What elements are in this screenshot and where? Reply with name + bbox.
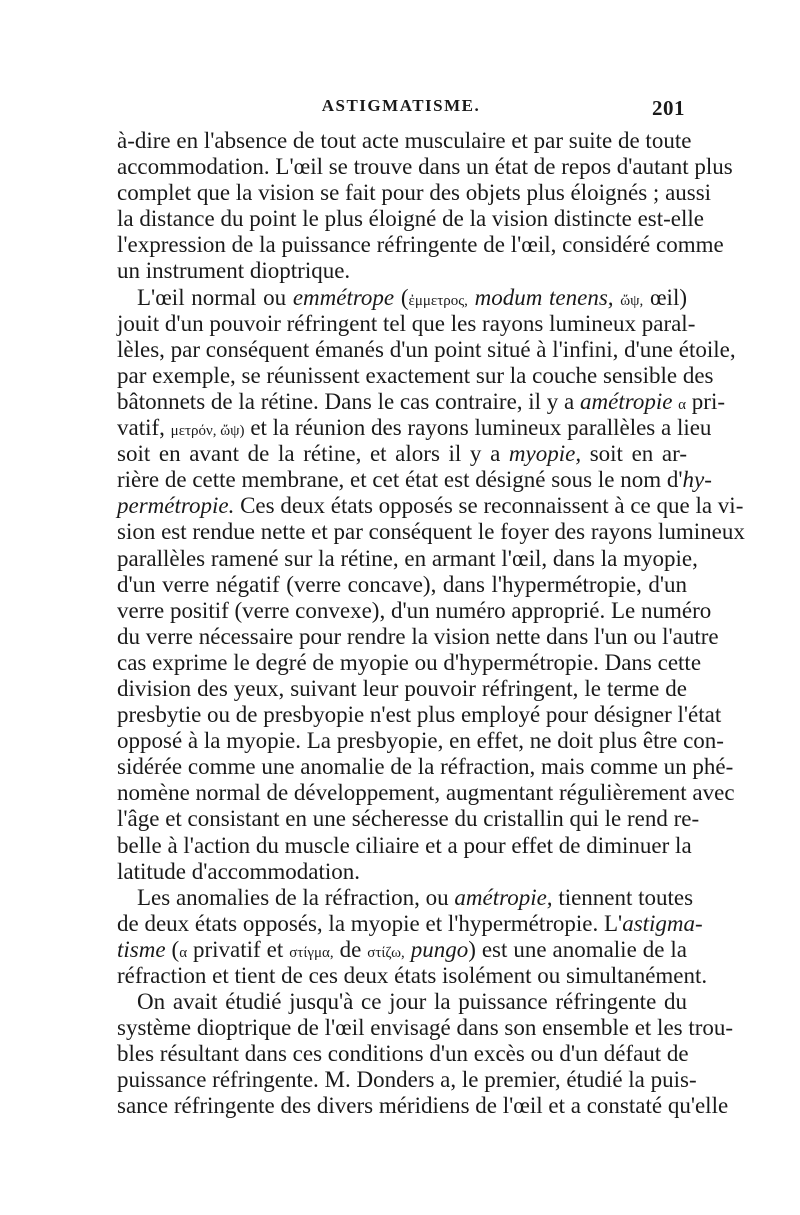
text-line: L'œil normal ou emmétrope (ἐμμετρος, modum tenens, ὤψ, œil) xyxy=(137,284,687,310)
text-line: rière de cette membrane, et cet état est désigné sous le nom d'hy- xyxy=(117,467,712,493)
text-line: sidérée comme une anomalie de la réfraction, mais comme un phé- xyxy=(117,754,734,780)
text-line: Les anomalies de la réfraction, ou amétropie, tiennent toutes xyxy=(137,884,694,910)
text-line: réfraction et tient de ces deux états isolément ou simultanément. xyxy=(117,963,708,988)
text-line: bâtonnets de la rétine. Dans le cas contraire, il y a amétropie α pri- xyxy=(117,388,725,414)
text-line: sance réfringente des divers méridiens de l'œil et a constaté qu'elle xyxy=(117,1093,729,1119)
body-text xyxy=(117,128,745,1120)
text-line: la distance du point le plus éloigné de la vision distincte est-elle xyxy=(117,206,704,232)
text-line: presbytie ou de presbyopie n'est plus employé pour désigner l'état xyxy=(117,702,722,728)
text-line: par exemple, se réunissent exactement sur la couche sensible des xyxy=(117,362,714,388)
text-line: de deux états opposés, la myopie et l'hypermétropie. L'astigma- xyxy=(117,910,703,936)
text-line: opposé à la myopie. La presbyopie, en effet, ne doit plus être con- xyxy=(117,728,724,754)
page-number: 201 xyxy=(652,96,685,120)
text-line: nomène normal de développement, augmentant régulièrement avec xyxy=(117,780,735,806)
running-head: ASTIGMATISME. xyxy=(321,96,481,115)
text-line: d'un verre négatif (verre concave), dans l'hypermétropie, d'un xyxy=(117,571,687,597)
text-line: verre positif (verre convexe), d'un numéro approprié. Le numéro xyxy=(117,597,712,623)
text-line: puissance réfringente. M. Donders a, le premier, étudié la puis- xyxy=(117,1067,697,1093)
text-line: l'âge et consistant en une sécheresse du cristallin qui le rend re- xyxy=(117,806,700,832)
text-line: soit en avant de la rétine, et alors il y a myopie, soit en ar- xyxy=(117,441,687,467)
text-line: parallèles ramené sur la rétine, en armant l'œil, dans la myopie, xyxy=(117,545,698,571)
text-line: accommodation. L'œil se trouve dans un état de repos d'autant plus xyxy=(117,154,733,180)
text-line: division des yeux, suivant leur pouvoir réfringent, le terme de xyxy=(117,675,687,701)
text-line: complet que la vision se fait pour des objets plus éloignés ; aussi xyxy=(117,180,712,206)
text-line: sion est rendue nette et par conséquent le foyer des rayons lumineux xyxy=(117,519,745,545)
text-line: jouit d'un pouvoir réfringent tel que les rayons lumineux paral- xyxy=(117,310,696,336)
text-line: à-dire en l'absence de tout acte musculaire et par suite de toute xyxy=(117,128,692,153)
text-line: On avait étudié jusqu'à ce jour la puissance réfringente du xyxy=(137,989,687,1015)
text-line: vatif, μετρόν, ὤψ) et la réunion des rayons lumineux parallèles a lieu xyxy=(117,415,712,441)
page-header xyxy=(117,96,685,126)
text-line: du verre nécessaire pour rendre la vision nette dans l'un ou l'autre xyxy=(117,623,719,649)
text-line: tisme (α privatif et στίγμα, de στίζω, pungo) est une anomalie de la xyxy=(117,936,688,962)
text-line: l'expression de la puissance réfringente de l'œil, considéré comme xyxy=(117,232,724,258)
text-line: latitude d'accommodation. xyxy=(117,858,361,884)
text-line: belle à l'action du muscle ciliaire et a pour effet de diminuer la xyxy=(117,832,692,858)
text-line: un instrument dioptrique. xyxy=(117,258,351,284)
text-line: bles résultant dans ces conditions d'un excès ou d'un défaut de xyxy=(117,1041,689,1067)
text-line: lèles, par conséquent émanés d'un point situé à l'infini, d'une étoile, xyxy=(117,336,736,362)
text-line: permétropie. Ces deux états opposés se reconnaissent à ce que la vi- xyxy=(117,493,744,519)
text-line: système dioptrique de l'œil envisagé dans son ensemble et les trou- xyxy=(117,1015,734,1041)
text-line: cas exprime le degré de myopie ou d'hypermétropie. Dans cette xyxy=(117,649,702,675)
